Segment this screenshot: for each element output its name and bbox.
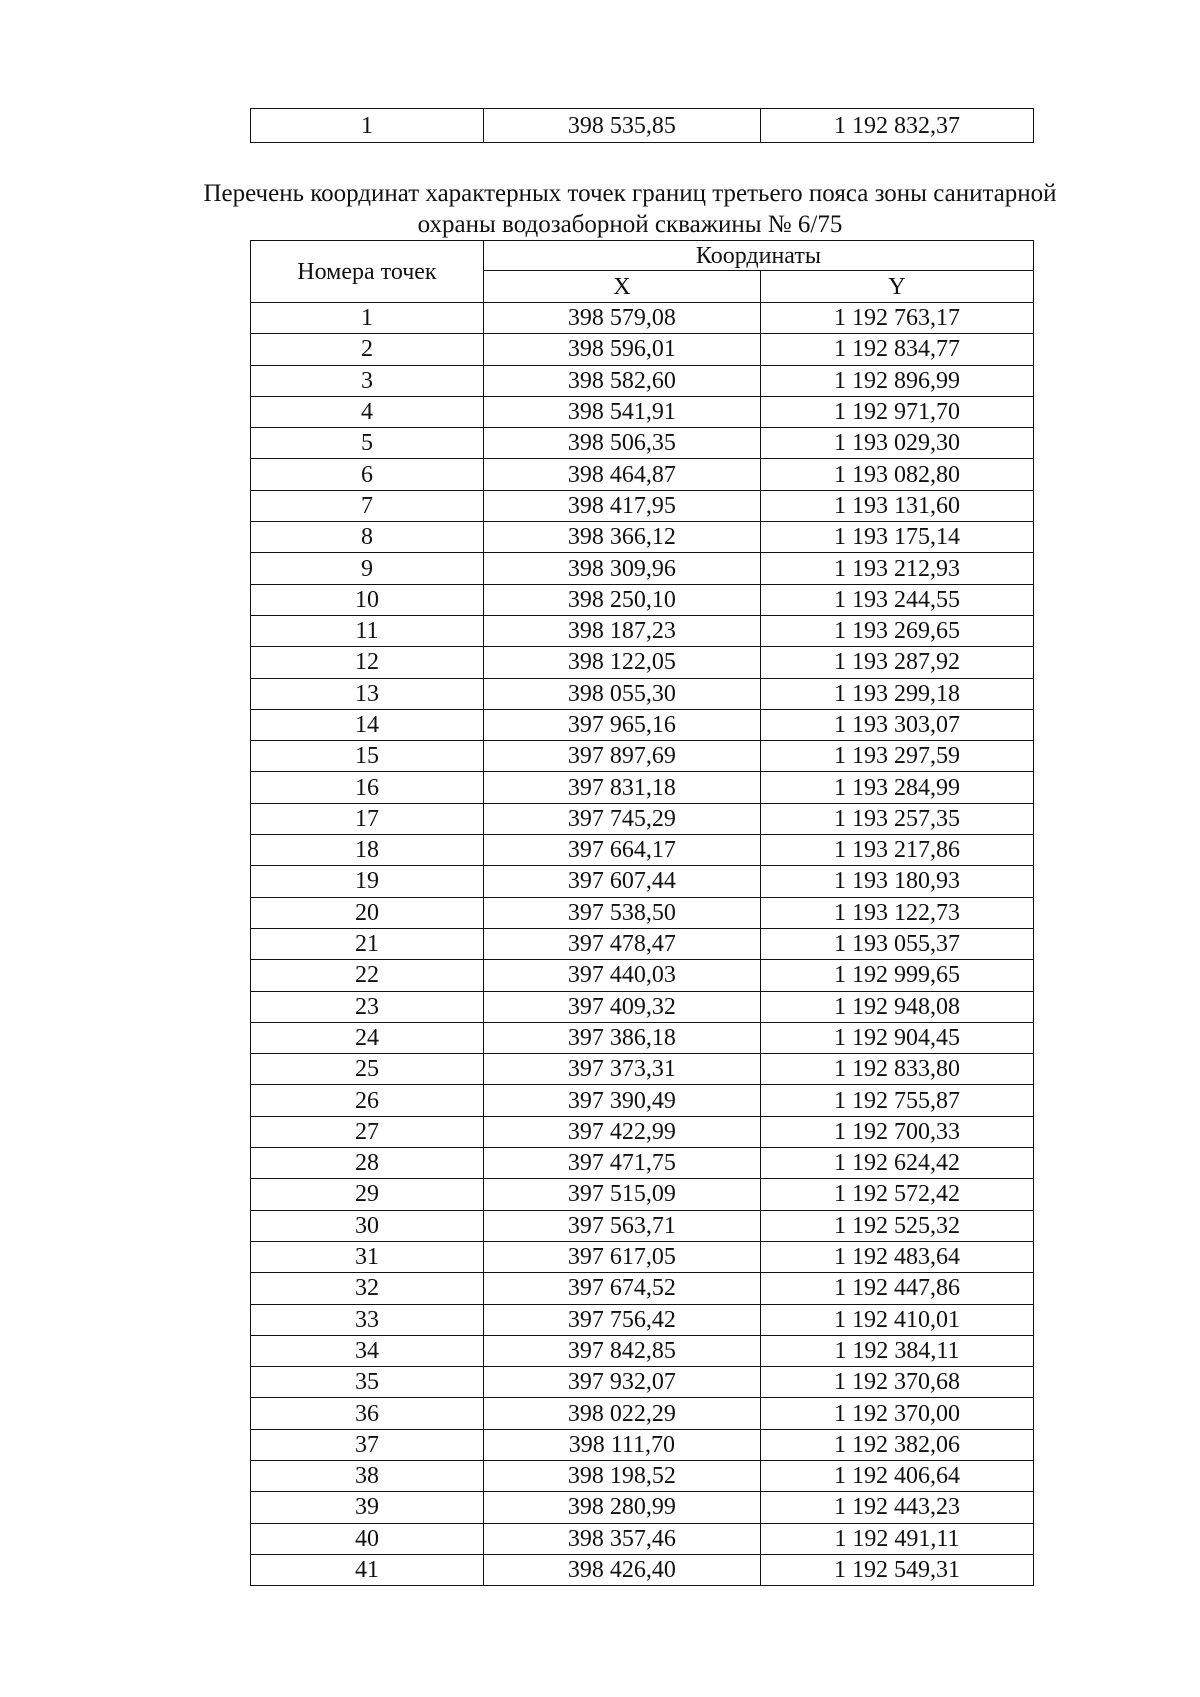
y-coordinate-cell: 1 192 572,42 <box>760 1179 1033 1210</box>
point-number-cell: 31 <box>251 1241 484 1272</box>
x-coordinate-cell: 397 409,32 <box>483 991 760 1022</box>
point-number-cell: 15 <box>251 741 484 772</box>
table-row <box>251 1241 1034 1272</box>
x-coordinate-cell: 397 440,03 <box>483 960 760 991</box>
point-number-cell: 34 <box>251 1335 484 1366</box>
previous-table-fragment <box>250 108 1034 143</box>
table-row <box>251 647 1034 678</box>
x-coordinate-cell: 397 607,44 <box>483 866 760 897</box>
point-number-cell: 4 <box>251 396 484 427</box>
y-coordinate-cell: 1 192 491,11 <box>760 1523 1033 1554</box>
table-row <box>251 1429 1034 1460</box>
point-number-cell: 23 <box>251 991 484 1022</box>
y-coordinate-cell: 1 193 287,92 <box>760 647 1033 678</box>
y-coordinate-cell: 1 193 122,73 <box>760 897 1033 928</box>
x-coordinate-cell: 397 965,16 <box>483 709 760 740</box>
y-coordinate-cell: 1 192 700,33 <box>760 1116 1033 1147</box>
table-row <box>251 522 1034 553</box>
y-coordinate-cell: 1 192 763,17 <box>760 303 1033 334</box>
table-row <box>251 835 1034 866</box>
x-coordinate-cell: 398 579,08 <box>483 303 760 334</box>
x-coordinate-cell: 398 366,12 <box>483 522 760 553</box>
x-coordinate-cell: 397 471,75 <box>483 1148 760 1179</box>
y-coordinate-cell: 1 193 297,59 <box>760 741 1033 772</box>
table-row <box>251 1179 1034 1210</box>
table-row <box>251 303 1034 334</box>
table-row <box>251 459 1034 490</box>
x-coordinate-cell: 397 756,42 <box>483 1304 760 1335</box>
y-coordinate-cell: 1 192 896,99 <box>760 365 1033 396</box>
y-coordinate-cell: 1 192 999,65 <box>760 960 1033 991</box>
x-coordinate-cell: 398 111,70 <box>483 1429 760 1460</box>
x-coordinate-cell: 398 417,95 <box>483 490 760 521</box>
y-coordinate-cell: 1 192 410,01 <box>760 1304 1033 1335</box>
y-coordinate-cell: 1 193 284,99 <box>760 772 1033 803</box>
y-coordinate-cell: 1 192 525,32 <box>760 1210 1033 1241</box>
y-coordinate-cell: 1 193 212,93 <box>760 553 1033 584</box>
table-row <box>251 678 1034 709</box>
x-coordinate-cell: 398 187,23 <box>483 615 760 646</box>
x-coordinate-cell: 398 280,99 <box>483 1492 760 1523</box>
point-number-cell: 19 <box>251 866 484 897</box>
x-coordinate-cell: 398 055,30 <box>483 678 760 709</box>
x-coordinate-cell: 397 831,18 <box>483 772 760 803</box>
table-row <box>251 991 1034 1022</box>
point-number-cell: 21 <box>251 928 484 959</box>
y-coordinate-cell: 1 193 299,18 <box>760 678 1033 709</box>
table-caption-line-2: охраны водозаборной скважины № 6/75 <box>417 211 843 238</box>
x-coordinate-cell: 397 932,07 <box>483 1367 760 1398</box>
table-row <box>251 1398 1034 1429</box>
x-header: X <box>483 271 760 303</box>
x-coordinate-cell: 397 745,29 <box>483 803 760 834</box>
y-coordinate-cell: 1 193 180,93 <box>760 866 1033 897</box>
y-coordinate-cell: 1 192 948,08 <box>760 991 1033 1022</box>
table-row <box>251 490 1034 521</box>
point-numbers-header: Номера точек <box>251 241 484 303</box>
y-coordinate-cell: 1 192 549,31 <box>760 1554 1033 1585</box>
table-row <box>251 365 1034 396</box>
x-coordinate-cell: 397 515,09 <box>483 1179 760 1210</box>
point-number-cell: 1 <box>251 303 484 334</box>
x-coordinate-cell: 398 122,05 <box>483 647 760 678</box>
coordinates-table-body <box>251 303 1034 1586</box>
point-number-cell: 20 <box>251 897 484 928</box>
table-row <box>251 1210 1034 1241</box>
table-row <box>251 553 1034 584</box>
table-row <box>251 1148 1034 1179</box>
table-row <box>251 897 1034 928</box>
point-number-cell: 18 <box>251 835 484 866</box>
point-number-cell: 27 <box>251 1116 484 1147</box>
point-number-cell: 35 <box>251 1367 484 1398</box>
point-number-cell: 16 <box>251 772 484 803</box>
table-row <box>251 1335 1034 1366</box>
table-header-row <box>251 241 1034 271</box>
table-row <box>251 1492 1034 1523</box>
point-number-cell: 32 <box>251 1273 484 1304</box>
table-row <box>251 803 1034 834</box>
table-caption-line-1: Перечень координат характерных точек границ третьего пояса зоны санитарной <box>203 180 1057 207</box>
point-number-cell: 22 <box>251 960 484 991</box>
y-coordinate-cell: 1 192 624,42 <box>760 1148 1033 1179</box>
y-coordinate-cell: 1 192 483,64 <box>760 1241 1033 1272</box>
table-row <box>251 428 1034 459</box>
x-coordinate-cell: 398 596,01 <box>483 334 760 365</box>
y-coordinate-cell: 1 192 834,77 <box>760 334 1033 365</box>
y-coordinate-cell: 1 193 131,60 <box>760 490 1033 521</box>
table-row <box>251 709 1034 740</box>
x-coordinate-cell: 398 198,52 <box>483 1460 760 1491</box>
point-number-cell: 30 <box>251 1210 484 1241</box>
table-row <box>251 1304 1034 1335</box>
table-row <box>251 928 1034 959</box>
x-coordinate-cell: 398 535,85 <box>483 109 760 143</box>
y-coordinate-cell: 1 193 175,14 <box>760 522 1033 553</box>
point-number-cell: 37 <box>251 1429 484 1460</box>
x-coordinate-cell: 397 422,99 <box>483 1116 760 1147</box>
y-coordinate-cell: 1 193 303,07 <box>760 709 1033 740</box>
table-row <box>251 1273 1034 1304</box>
x-coordinate-cell: 397 664,17 <box>483 835 760 866</box>
y-coordinate-cell: 1 193 055,37 <box>760 928 1033 959</box>
table-row <box>251 396 1034 427</box>
y-coordinate-cell: 1 192 832,37 <box>760 109 1033 143</box>
point-number-cell: 2 <box>251 334 484 365</box>
table-row <box>251 1022 1034 1053</box>
x-coordinate-cell: 397 842,85 <box>483 1335 760 1366</box>
table-row <box>251 772 1034 803</box>
x-coordinate-cell: 398 357,46 <box>483 1523 760 1554</box>
x-coordinate-cell: 397 478,47 <box>483 928 760 959</box>
x-coordinate-cell: 397 386,18 <box>483 1022 760 1053</box>
point-number-cell: 7 <box>251 490 484 521</box>
table-caption <box>150 178 1110 240</box>
x-coordinate-cell: 398 541,91 <box>483 396 760 427</box>
x-coordinate-cell: 398 309,96 <box>483 553 760 584</box>
point-number-cell: 5 <box>251 428 484 459</box>
y-coordinate-cell: 1 192 382,06 <box>760 1429 1033 1460</box>
y-coordinate-cell: 1 192 447,86 <box>760 1273 1033 1304</box>
y-coordinate-cell: 1 192 755,87 <box>760 1085 1033 1116</box>
point-number-cell: 36 <box>251 1398 484 1429</box>
table-row <box>251 109 1034 143</box>
y-header: Y <box>760 271 1033 303</box>
x-coordinate-cell: 398 426,40 <box>483 1554 760 1585</box>
table-row <box>251 1523 1034 1554</box>
x-coordinate-cell: 397 897,69 <box>483 741 760 772</box>
table-row <box>251 960 1034 991</box>
point-number-cell: 8 <box>251 522 484 553</box>
y-coordinate-cell: 1 193 029,30 <box>760 428 1033 459</box>
coordinates-table <box>250 240 1034 1586</box>
table-row <box>251 1054 1034 1085</box>
point-number-cell: 33 <box>251 1304 484 1335</box>
x-coordinate-cell: 398 022,29 <box>483 1398 760 1429</box>
point-number-cell: 29 <box>251 1179 484 1210</box>
point-number-cell: 14 <box>251 709 484 740</box>
point-number-cell: 1 <box>251 109 484 143</box>
table-row <box>251 584 1034 615</box>
point-number-cell: 24 <box>251 1022 484 1053</box>
table-row <box>251 866 1034 897</box>
point-number-cell: 10 <box>251 584 484 615</box>
table-row <box>251 615 1034 646</box>
y-coordinate-cell: 1 193 257,35 <box>760 803 1033 834</box>
point-number-cell: 41 <box>251 1554 484 1585</box>
y-coordinate-cell: 1 192 904,45 <box>760 1022 1033 1053</box>
point-number-cell: 28 <box>251 1148 484 1179</box>
x-coordinate-cell: 398 582,60 <box>483 365 760 396</box>
y-coordinate-cell: 1 192 370,68 <box>760 1367 1033 1398</box>
y-coordinate-cell: 1 192 833,80 <box>760 1054 1033 1085</box>
x-coordinate-cell: 397 373,31 <box>483 1054 760 1085</box>
y-coordinate-cell: 1 193 217,86 <box>760 835 1033 866</box>
table-row <box>251 334 1034 365</box>
point-number-cell: 40 <box>251 1523 484 1554</box>
x-coordinate-cell: 397 538,50 <box>483 897 760 928</box>
point-number-cell: 9 <box>251 553 484 584</box>
x-coordinate-cell: 398 506,35 <box>483 428 760 459</box>
point-number-cell: 26 <box>251 1085 484 1116</box>
point-number-cell: 12 <box>251 647 484 678</box>
y-coordinate-cell: 1 192 370,00 <box>760 1398 1033 1429</box>
point-number-cell: 11 <box>251 615 484 646</box>
x-coordinate-cell: 397 674,52 <box>483 1273 760 1304</box>
point-number-cell: 38 <box>251 1460 484 1491</box>
table-row <box>251 1085 1034 1116</box>
y-coordinate-cell: 1 193 244,55 <box>760 584 1033 615</box>
point-number-cell: 3 <box>251 365 484 396</box>
x-coordinate-cell: 397 617,05 <box>483 1241 760 1272</box>
point-number-cell: 13 <box>251 678 484 709</box>
point-number-cell: 6 <box>251 459 484 490</box>
y-coordinate-cell: 1 193 269,65 <box>760 615 1033 646</box>
y-coordinate-cell: 1 193 082,80 <box>760 459 1033 490</box>
y-coordinate-cell: 1 192 406,64 <box>760 1460 1033 1491</box>
y-coordinate-cell: 1 192 384,11 <box>760 1335 1033 1366</box>
point-number-cell: 17 <box>251 803 484 834</box>
table-row <box>251 1367 1034 1398</box>
coordinates-header: Координаты <box>483 241 1033 271</box>
table-row <box>251 1460 1034 1491</box>
x-coordinate-cell: 398 250,10 <box>483 584 760 615</box>
x-coordinate-cell: 398 464,87 <box>483 459 760 490</box>
y-coordinate-cell: 1 192 971,70 <box>760 396 1033 427</box>
point-number-cell: 25 <box>251 1054 484 1085</box>
x-coordinate-cell: 397 390,49 <box>483 1085 760 1116</box>
table-row <box>251 741 1034 772</box>
point-number-cell: 39 <box>251 1492 484 1523</box>
table-row <box>251 1554 1034 1585</box>
y-coordinate-cell: 1 192 443,23 <box>760 1492 1033 1523</box>
table-row <box>251 1116 1034 1147</box>
x-coordinate-cell: 397 563,71 <box>483 1210 760 1241</box>
